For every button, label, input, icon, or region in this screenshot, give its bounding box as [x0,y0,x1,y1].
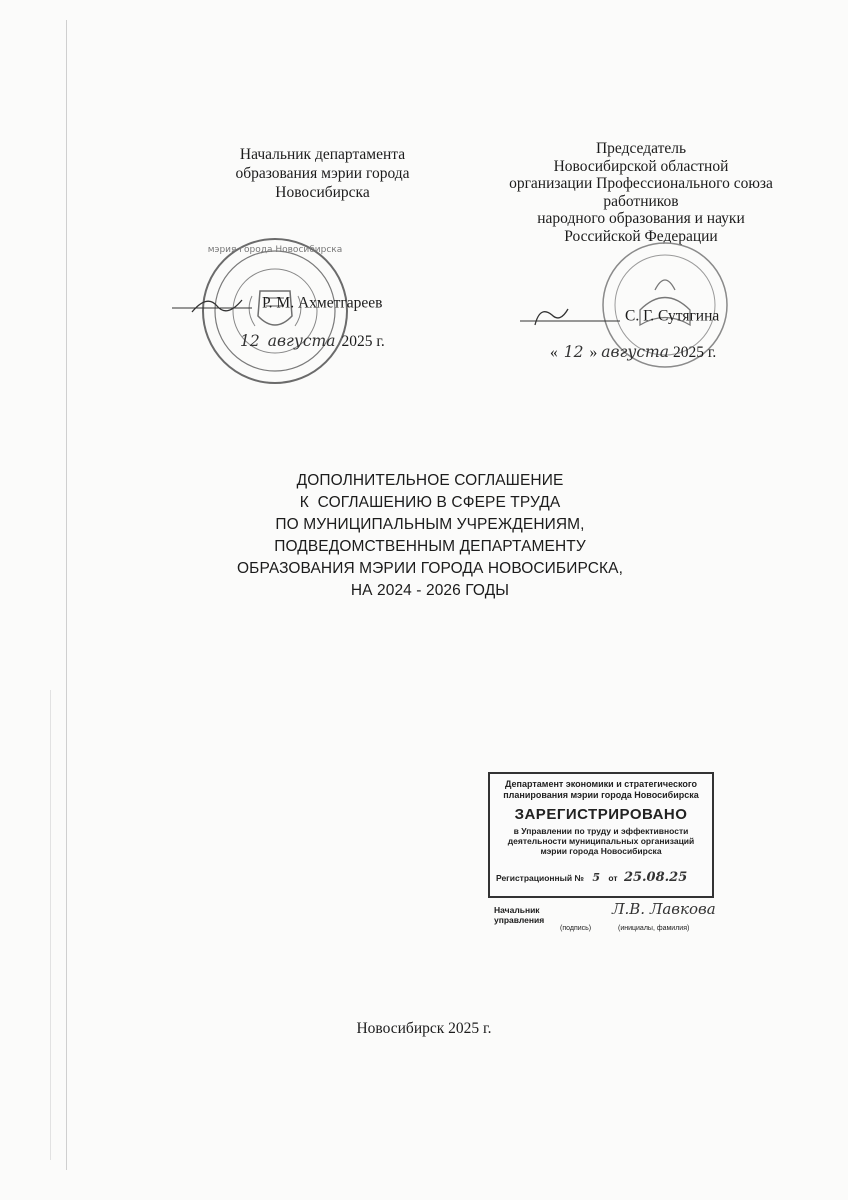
city-year: Новосибирск 2025 г. [356,1020,492,1037]
left-signature-line [172,292,382,316]
stamp-handwritten-name: Л.В. Лавкова [612,900,716,918]
title-line-4: ПОДВЕДОМСТВЕННЫМ ДЕПАРТАМЕНТУ [274,538,586,555]
scan-edge-line-lower [50,690,51,1160]
left-date-year: 2025 г. [341,333,385,350]
right-date-year: 2025 г. [672,344,717,361]
right-date-day: 12 [563,343,584,361]
right-title-line-3: организации Профессионального союза [509,175,773,192]
title-line-6: НА 2024 - 2026 ГОДЫ [350,582,510,599]
right-date-month: августа [601,343,669,361]
stamp-subheader [490,826,712,856]
left-signer-name: Р. М. Ахметгареев [262,294,383,312]
document-title [200,470,660,602]
right-date-line [550,343,716,362]
stamp-sub-line-1: в Управлении по труду и эффективности [513,826,689,836]
left-date-line [240,332,385,351]
stamp-reg-label: Регистрационный № [496,873,584,883]
title-line-5: ОБРАЗОВАНИЯ МЭРИИ ГОРОДА НОВОСИБИРСКА, [237,560,623,577]
stamp-header [490,779,712,801]
stamp-sub-line-3: мэрии города Новосибирска [540,846,662,856]
stamp-header-line-2: планирования мэрии города Новосибирска [503,790,699,800]
right-title-line-4: работников [603,192,679,210]
stamp-head-label-2: управления [494,915,545,925]
stamp-sub-line-2: деятельности муниципальных организаций [507,836,695,846]
title-line-1: ДОПОЛНИТЕЛЬНОЕ СОГЛАШЕНИЕ [296,472,564,489]
right-title-line-5: народного образования и науки [537,210,745,227]
right-signer-name: С. Г. Сутягина [625,307,720,325]
right-title-line-1: Председатель [595,140,687,157]
right-signature-line [520,305,719,329]
stamp-head-label-1: Начальник [494,905,540,915]
right-date-open-quote: « [550,344,558,361]
right-signatory-title [470,140,812,245]
stamp-reg-row [496,870,687,885]
stamp-header-line-1: Департамент экономики и стратегического [505,779,697,789]
stamp-registered-label: ЗАРЕГИСТРИРОВАНО [514,806,688,823]
scan-edge-line [66,20,67,1170]
registration-stamp [488,772,714,898]
stamp-sign-caption: (подпись) [560,925,592,932]
right-date-close-quote: » [589,344,598,361]
left-date-day: 12 [240,332,260,350]
stamp-reg-from: от [608,873,618,883]
left-date-month: августа [267,332,336,350]
stamp-reg-date: 25.08.25 [623,870,688,885]
stamp-reg-number: 5 [592,871,601,884]
right-title-line-2: Новосибирской областной [553,157,729,175]
right-handwritten-signature [520,305,625,329]
title-line-3: ПО МУНИЦИПАЛЬНЫМ УЧРЕЖДЕНИЯМ, [275,516,585,533]
left-title-line-2: образования мэрии города [235,165,410,182]
left-handwritten-signature [172,292,262,316]
svg-text:мэрия города Новосибирска: мэрия города Новосибирска [207,245,343,255]
stamp-head-row [494,905,544,925]
stamp-initials-caption: (инициалы, фамилия) [618,925,690,932]
left-title-line-3: Новосибирска [275,184,370,201]
left-title-line-1: Начальник департамента [239,146,406,163]
title-line-2: К СОГЛАШЕНИЮ В СФЕРЕ ТРУДА [299,494,561,511]
right-title-line-6: Российской Федерации [564,227,718,245]
left-signatory-title [195,145,450,202]
